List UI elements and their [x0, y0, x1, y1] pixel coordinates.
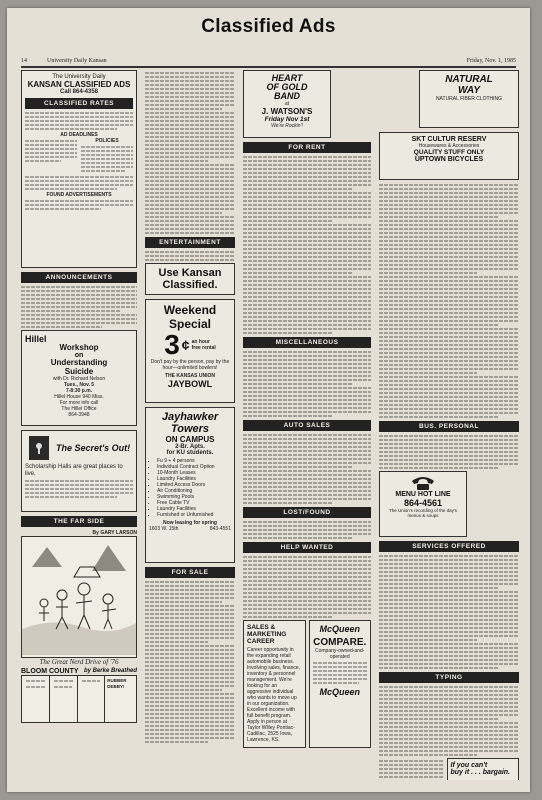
- sales-text: Career opportunity in the expanding retail automobile business. Involving sales, finance, inventory & personnel management. We're looking for an aggressive individual who wants to move up in our organization. Excellent income with full benefit program. Apply in person at Taylor Willey Pontiac-Cadillac, 2525 Iowa, Lawrence, KS.: [247, 647, 301, 743]
- column-2: [145, 70, 235, 780]
- secrets-text: Scholarship Halls are great places to live.: [25, 464, 123, 477]
- jaybowl-ad: [145, 299, 235, 403]
- paper-name: University Daily Kansan: [47, 58, 107, 64]
- heart-venue: J. WATSON'S: [261, 107, 313, 116]
- masthead: [7, 8, 530, 66]
- amenity-item: • Furnished or Unfurnished: [157, 512, 231, 518]
- menu-hotline-title: MENU HOT LINE: [395, 491, 451, 498]
- hillel-phone: 864-3948: [68, 412, 90, 418]
- column-4: [379, 70, 519, 780]
- far-side-cartoon: [21, 536, 137, 658]
- auto-sales-header: AUTO SALES: [243, 420, 371, 431]
- rates-phone: Call 864-4358: [59, 89, 99, 95]
- mcqueen-footer-logo: McQueen: [319, 687, 360, 697]
- use-kansan-ad: [145, 263, 235, 295]
- hillel-title-understanding: Understanding: [50, 358, 108, 367]
- jaybowl-name: JAYBOWL: [167, 379, 213, 389]
- for-rent-header: FOR RENT: [243, 142, 371, 153]
- use-kansan-line1: Use Kansan: [158, 267, 222, 279]
- help-wanted-header: HELP WANTED: [243, 542, 371, 553]
- for-sale-header: FOR SALE: [145, 567, 235, 578]
- comic-panel-1: [22, 676, 50, 722]
- lost-found-header: LOST/FOUND: [243, 507, 371, 518]
- price-cents: ¢: [181, 337, 190, 353]
- far-side-caption: The Great Nerd Drive of '76: [39, 658, 119, 666]
- heart-of-gold-ad: [243, 70, 331, 138]
- mcqueen-subtitle: Company-owned-and-operated: [315, 648, 365, 660]
- amenities-list: [149, 458, 231, 518]
- hillel-logo: Hillel: [25, 334, 47, 344]
- far-side-header: THE FAR SIDE: [21, 516, 137, 527]
- heart-line1: HEART: [271, 73, 303, 83]
- page-date: Friday, Nov. 1, 1985: [466, 58, 516, 64]
- hillel-time: 7-8:30 p.m.: [65, 388, 93, 394]
- heart-line2: OF GOLD: [266, 82, 308, 92]
- sales-title: SALES & MARKETING CAREER: [247, 624, 287, 645]
- rates-bar: CLASSIFIED RATES: [25, 98, 133, 109]
- hillel-title-suicide: Suicide: [64, 367, 94, 376]
- bargain-line2: buy it . . . bargain.: [450, 769, 511, 776]
- mcqueen-ad: [309, 620, 372, 748]
- towers-phone: 843-4551: [209, 526, 231, 532]
- column-1: [21, 70, 137, 780]
- price-value: 3: [164, 329, 180, 360]
- bargain-ad: [447, 758, 520, 780]
- natural-way-title2: WAY: [457, 85, 481, 96]
- comic-panel-4: [105, 676, 136, 722]
- amenity-item: • 10-Month Leases: [157, 470, 231, 476]
- amenity-item: • Free Cable TV: [157, 500, 231, 506]
- amenity-item: • Swimming Pools: [157, 494, 231, 500]
- skt-subtitle: Housewares & Accessories: [418, 143, 480, 149]
- bus-personal-header: BUS. PERSONAL: [379, 421, 519, 432]
- skt-culture-ad: [379, 132, 519, 180]
- on-campus: ON CAMPUS: [165, 435, 215, 444]
- entertainment-header: ENTERTAINMENT: [145, 237, 235, 248]
- bargain-line1: If you can't: [450, 762, 488, 769]
- door-keyhole-icon: [25, 434, 53, 462]
- heart-at: at: [284, 101, 290, 107]
- comic-speech: RUBBER DEBBY!: [107, 678, 127, 689]
- towers-address: 1603 W. 15th: [149, 526, 179, 532]
- heart-line3: BAND: [274, 91, 300, 101]
- special-title: Special: [168, 317, 212, 331]
- comic-panel-2: [50, 676, 78, 722]
- hillel-title: Workshop: [59, 343, 99, 352]
- natural-way-subtitle: NATURAL FIBER CLOTHING: [435, 96, 503, 102]
- amenity-item: • Laundry Facilities: [157, 476, 231, 482]
- secrets-title: The Secret's Out!: [56, 443, 131, 453]
- typing-header: TYPING: [379, 672, 519, 683]
- uptown-bicycles: UPTOWN BICYCLES: [414, 156, 484, 163]
- natural-way-ad: [419, 70, 519, 128]
- found-title: FOUND ADVERTISEMENTS: [46, 192, 112, 198]
- telephone-icon: [410, 475, 436, 491]
- leasing-note: Now leasing for spring: [163, 520, 217, 526]
- menu-hotline-phone: 864-4561: [403, 498, 443, 508]
- policies-title: POLICIES: [95, 138, 119, 144]
- menu-hotline-tagline: The Union's recording of the day's menus & soups: [388, 508, 457, 518]
- sales-career-ad: [243, 620, 306, 748]
- deadlines-title: AD DEADLINES: [60, 132, 98, 138]
- amenity-item: • Individual Contract Option: [157, 464, 231, 470]
- hillel-title-on: on: [74, 352, 84, 359]
- comic-panel-3: [78, 676, 106, 722]
- jayhawker-title: Jayhawker: [161, 411, 219, 423]
- far-side-byline: By GARY LARSON: [92, 530, 137, 536]
- mcqueen-compare: COMPARE.: [313, 637, 367, 648]
- bedroom-info: 2-Br. Apts.: [175, 444, 205, 450]
- rates-box: [21, 70, 137, 268]
- amenity-item: • Fu 9 + 4 persons: [157, 458, 231, 464]
- bloom-county-strip: [21, 675, 137, 723]
- masthead-rule: [21, 66, 516, 68]
- price-note: free rental: [191, 345, 216, 351]
- use-kansan-line2: Classified.: [162, 279, 218, 291]
- hillel-speaker: with Dr. Richard Nelson: [52, 376, 106, 382]
- amenity-item: • Laundry Facilities: [157, 506, 231, 512]
- towers-title: Towers: [170, 423, 210, 435]
- hillel-date: Tues., Nov. 5: [63, 382, 95, 388]
- jaybowl-union: THE KANSAS UNION: [164, 373, 215, 379]
- hillel-place: Hillel House 940 Miss.: [54, 394, 104, 400]
- jayhawker-towers-ad: [145, 407, 235, 563]
- hillel-office: The Hillel Office: [61, 406, 97, 412]
- amenity-item: • Air Conditioning: [157, 488, 231, 494]
- newspaper-page: [7, 8, 530, 792]
- students-info: for KU students.: [166, 450, 214, 456]
- miscellaneous-header: MISCELLANEOUS: [243, 337, 371, 348]
- mcqueen-logo: McQueen: [319, 624, 360, 634]
- natural-way-title: NATURAL: [445, 74, 493, 85]
- heart-tagline: We're Rockin'!: [271, 123, 303, 129]
- hillel-ad: [21, 330, 137, 426]
- page-title: Classified Ads: [201, 16, 336, 37]
- column-3: [243, 70, 371, 780]
- bloom-county-title: BLOOM COUNTY: [21, 668, 79, 675]
- secrets-ad: [21, 430, 137, 512]
- announcements-header: ANNOUNCEMENTS: [21, 272, 137, 283]
- nerd-drive-illustration-icon: [22, 537, 136, 655]
- skt-title: SKT CULTUR RESERV: [411, 136, 487, 143]
- heart-day: Friday Nov 1st: [264, 116, 310, 123]
- weekend-title: Weekend: [163, 303, 217, 317]
- price-unit: an hour: [191, 339, 210, 345]
- page-number: 14: [21, 58, 27, 64]
- amenity-item: • Limited Access Doors: [157, 482, 231, 488]
- hillel-info: For more info call: [59, 400, 99, 406]
- menu-hotline-ad: [379, 471, 467, 537]
- services-offered-header: SERVICES OFFERED: [379, 541, 519, 552]
- rates-header: The University Daily: [52, 74, 106, 80]
- skt-quality: QUALITY STUFF ONLY: [413, 149, 485, 156]
- bloom-county-byline: by Berke Breathed: [83, 668, 137, 674]
- jaybowl-description: Don't pay by the person, pay by the hour—unlimited bowlers!: [150, 359, 230, 371]
- rates-title: KANSAN CLASSIFIED ADS: [27, 80, 131, 89]
